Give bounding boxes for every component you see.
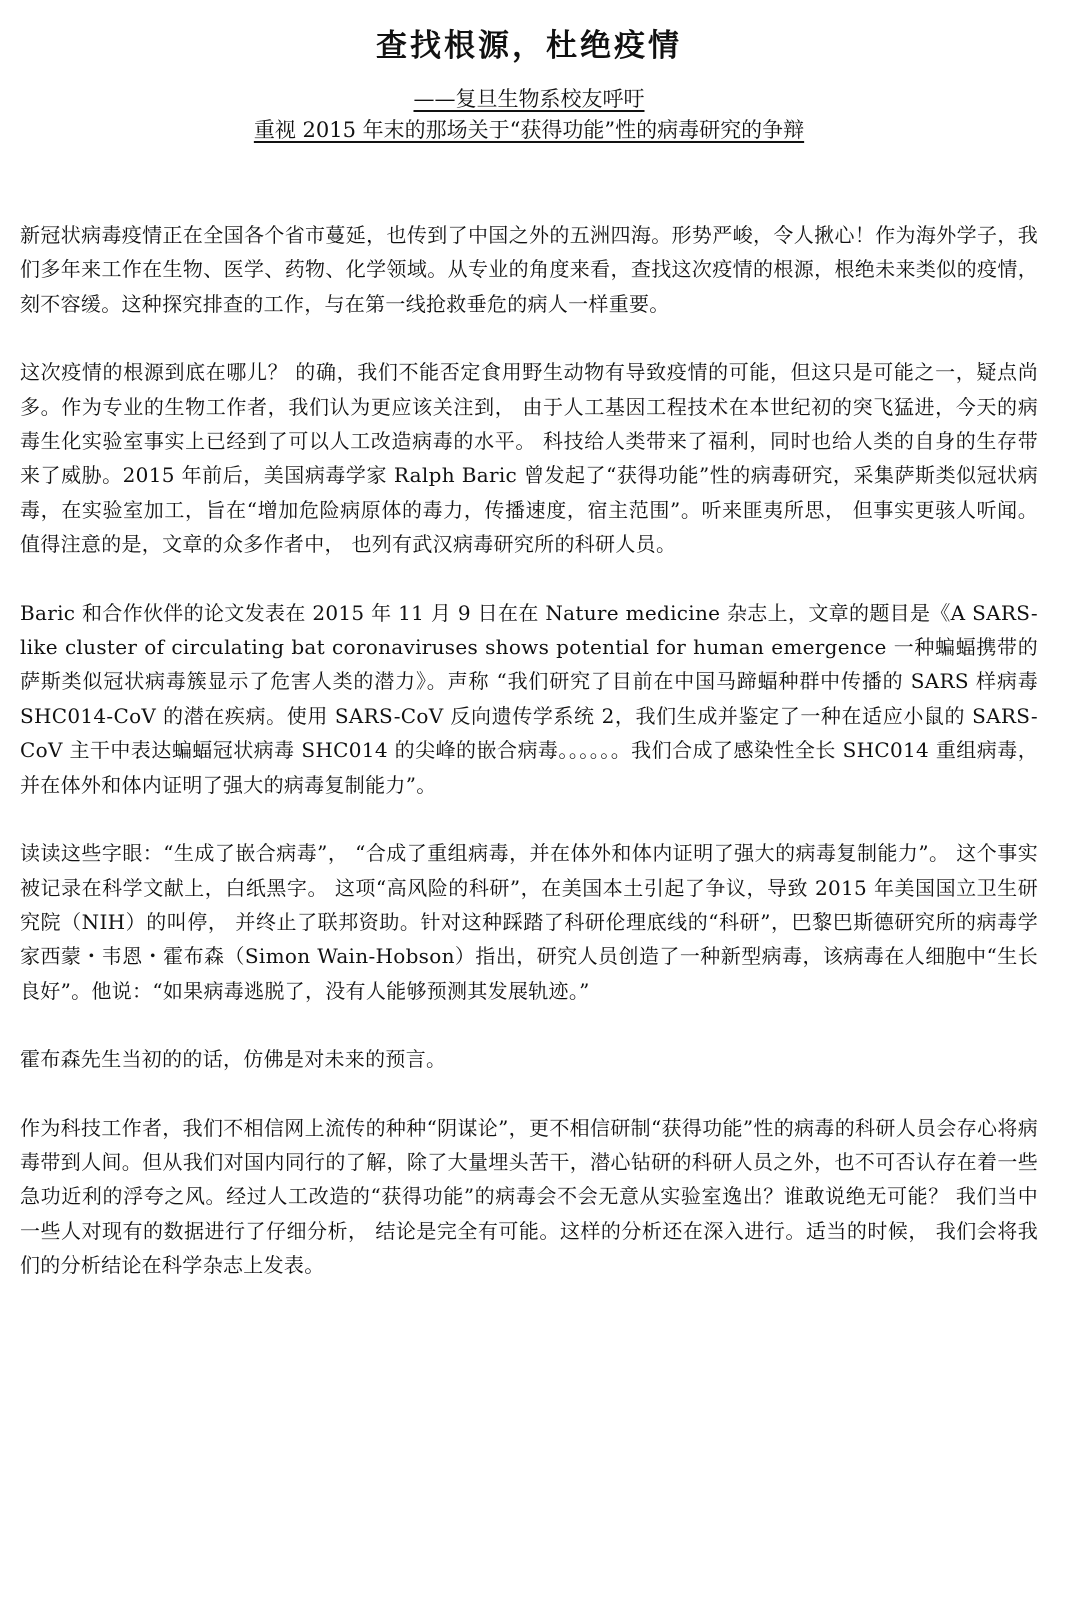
paragraph-3: Baric 和合作伙伴的论文发表在 2015 年 11 月 9 日在在 Nature medicine 杂志上，文章的题目是《A SARS-like cluster of circulating bat coronaviruses shows potential for human emergence 一种蝙蝠携带的萨斯类似冠状病毒簇显示了危害人类的潜力》。声称 “我们研究了目前在中国马蹄蝠种群中传播的 SARS 样病毒 SHC014-CoV 的潜在疾病。使用 SARS-CoV 反向遗传学系统 2，我们生成并鉴定了一种在适应小鼠的 SARS-CoV 主干中表达蝙蝠冠状病毒 SHC014 的尖峰的嵌合病毒。。。。。。我们合成了感染性全长 SHC014 重组病毒，并在体外和体内证明了强大的病毒复制能力”。 (20, 600, 1038, 797)
paragraph-5: 霍布森先生当初的的话，仿佛是对未来的预言。 (20, 1047, 447, 1072)
document-body (20, 218, 1038, 1283)
paragraph-1: 新冠状病毒疫情正在全国各个省市蔓延，也传到了中国之外的五洲四海。形势严峻，令人揪心！作为海外学子，我们多年来工作在生物、医学、药物、化学领域。从专业的角度来看，查找这次疫情的根源，根绝未来类似的疫情，刻不容缓。这种探究排查的工作，与在第一线抢救垂危的病人一样重要。 (20, 223, 1038, 316)
document-title: 查找根源，杜绝疫情 (376, 28, 682, 64)
subtitle-line2-text: 重视 2015 年末的那场关于“获得功能”性的病毒研究的争辩 (253, 118, 805, 142)
document-subtitle-line2 (20, 115, 1038, 146)
document-subtitle-line1 (20, 84, 1038, 115)
paragraph-2: 这次疫情的根源到底在哪儿？ 的确，我们不能否定食用野生动物有导致疫情的可能，但这只是可能之一，疑点尚多。作为专业的生物工作者，我们认为更应该关注到， 由于人工基因工程技术在本世纪初的突飞猛进，今天的病毒生化实验室事实上已经到了可以人工改造病毒的水平。 科技给人类带来了福利，同时也给人类的自身的生存带来了威胁。2015 年前后，美国病毒学家 Ralph Baric 曾发起了“获得功能”性的病毒研究，采集萨斯类似冠状病毒，在实验室加工，旨在“增加危险病原体的毒力，传播速度，宿主范围”。听来匪夷所思， 但事实更骇人听闻。值得注意的是，文章的众多作者中， 也列有武汉病毒研究所的科研人员。 (20, 360, 1038, 557)
subtitle-line1-text: ——复旦生物系校友呼吁 (413, 87, 645, 111)
paragraph-6: 作为科技工作者，我们不相信网上流传的种种“阴谋论”，更不相信研制“获得功能”性的病毒的科研人员会存心将病毒带到人间。但从我们对国内同行的了解，除了大量埋头苦干，潜心钻研的科研人员之外，也不可否认存在着一些急功近利的浮夸之风。经过人工改造的“获得功能”的病毒会不会无意从实验室逸出？谁敢说绝无可能？ 我们当中一些人对现有的数据进行了仔细分析， 结论是完全有可能。这样的分析还在深入进行。适当的时候， 我们会将我们的分析结论在科学杂志上发表。 (20, 1115, 1038, 1278)
paragraph-4: 读读这些字眼：“生成了嵌合病毒”， “合成了重组病毒，并在体外和体内证明了强大的病毒复制能力”。 这个事实被记录在科学文献上，白纸黑字。 这项“高风险的科研”，在美国本土引起了争议，导致 2015 年美国国立卫生研究院（NIH）的叫停， 并终止了联邦资助。针对这种踩踏了科研伦理底线的“科研”，巴黎巴斯德研究所的病毒学家西蒙・韦恩・霍布森（Simon Wain-Hobson）指出，研究人员创造了一种新型病毒，该病毒在人细胞中“生长良好”。他说：“如果病毒逃脱了，没有人能够预测其发展轨迹。” (20, 841, 1038, 1003)
